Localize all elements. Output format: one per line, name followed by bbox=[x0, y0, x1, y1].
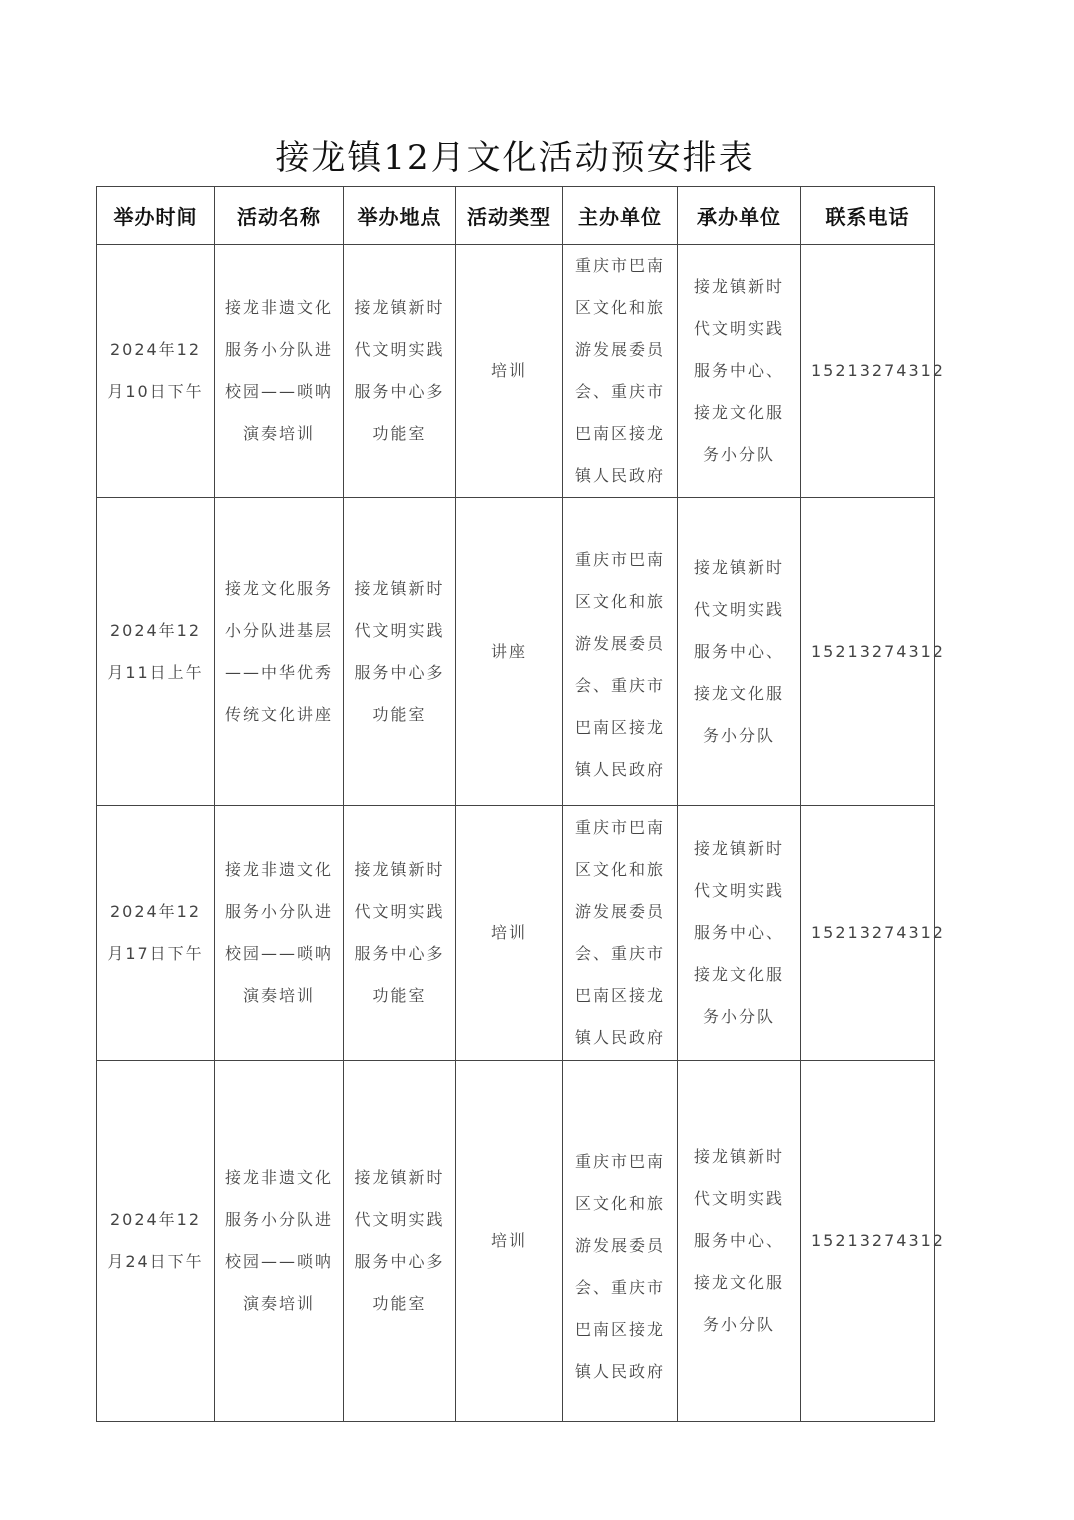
cell-location: 接龙镇新时代文明实践服务中心多功能室 bbox=[344, 245, 456, 498]
cell-phone: 15213274312 bbox=[801, 245, 935, 498]
cell-host-unit: 重庆市巴南区文化和旅游发展委员会、重庆市巴南区接龙镇人民政府 bbox=[563, 806, 678, 1061]
activity-schedule-table bbox=[96, 186, 945, 1422]
cell-activity-type: 培训 bbox=[456, 245, 563, 498]
table-row bbox=[97, 498, 935, 806]
cell-time: 2024年12月11日上午 bbox=[97, 498, 215, 806]
cell-time: 2024年12月24日下午 bbox=[97, 1061, 215, 1422]
cell-organizer-unit: 接龙镇新时代文明实践服务中心、接龙文化服务小分队 bbox=[678, 245, 801, 498]
cell-activity-type: 培训 bbox=[456, 806, 563, 1061]
header-activity-name: 活动名称 bbox=[215, 187, 344, 245]
cell-location: 接龙镇新时代文明实践服务中心多功能室 bbox=[344, 1061, 456, 1422]
cell-activity-name: 接龙非遗文化服务小分队进校园——唢呐演奏培训 bbox=[215, 245, 344, 498]
table-row bbox=[97, 806, 935, 1061]
cell-location: 接龙镇新时代文明实践服务中心多功能室 bbox=[344, 806, 456, 1061]
header-activity-type: 活动类型 bbox=[456, 187, 563, 245]
cell-organizer-unit: 接龙镇新时代文明实践服务中心、接龙文化服务小分队 bbox=[678, 498, 801, 806]
cell-organizer-unit: 接龙镇新时代文明实践服务中心、接龙文化服务小分队 bbox=[678, 806, 801, 1061]
header-phone: 联系电话 bbox=[801, 187, 935, 245]
table-row bbox=[97, 1061, 935, 1422]
cell-host-unit: 重庆市巴南区文化和旅游发展委员会、重庆市巴南区接龙镇人民政府 bbox=[563, 1061, 678, 1422]
header-host-unit: 主办单位 bbox=[563, 187, 678, 245]
cell-host-unit: 重庆市巴南区文化和旅游发展委员会、重庆市巴南区接龙镇人民政府 bbox=[563, 498, 678, 806]
cell-time: 2024年12月10日下午 bbox=[97, 245, 215, 498]
cell-time: 2024年12月17日下午 bbox=[97, 806, 215, 1061]
cell-host-unit: 重庆市巴南区文化和旅游发展委员会、重庆市巴南区接龙镇人民政府 bbox=[563, 245, 678, 498]
cell-phone: 15213274312 bbox=[801, 498, 935, 806]
table-header-row bbox=[97, 187, 935, 245]
cell-activity-name: 接龙非遗文化服务小分队进校园——唢呐演奏培训 bbox=[215, 806, 344, 1061]
cell-phone: 15213274312 bbox=[801, 806, 935, 1061]
page-title: 接龙镇12月文化活动预安排表 bbox=[275, 138, 755, 178]
cell-activity-type: 讲座 bbox=[456, 498, 563, 806]
table-row bbox=[97, 245, 935, 498]
cell-location: 接龙镇新时代文明实践服务中心多功能室 bbox=[344, 498, 456, 806]
cell-organizer-unit: 接龙镇新时代文明实践服务中心、接龙文化服务小分队 bbox=[678, 1061, 801, 1422]
header-time: 举办时间 bbox=[97, 187, 215, 245]
cell-activity-name: 接龙非遗文化服务小分队进校园——唢呐演奏培训 bbox=[215, 1061, 344, 1422]
cell-activity-name: 接龙文化服务小分队进基层——中华优秀传统文化讲座 bbox=[215, 498, 344, 806]
header-organizer-unit: 承办单位 bbox=[678, 187, 801, 245]
cell-phone: 15213274312 bbox=[801, 1061, 935, 1422]
header-location: 举办地点 bbox=[344, 187, 456, 245]
cell-activity-type: 培训 bbox=[456, 1061, 563, 1422]
